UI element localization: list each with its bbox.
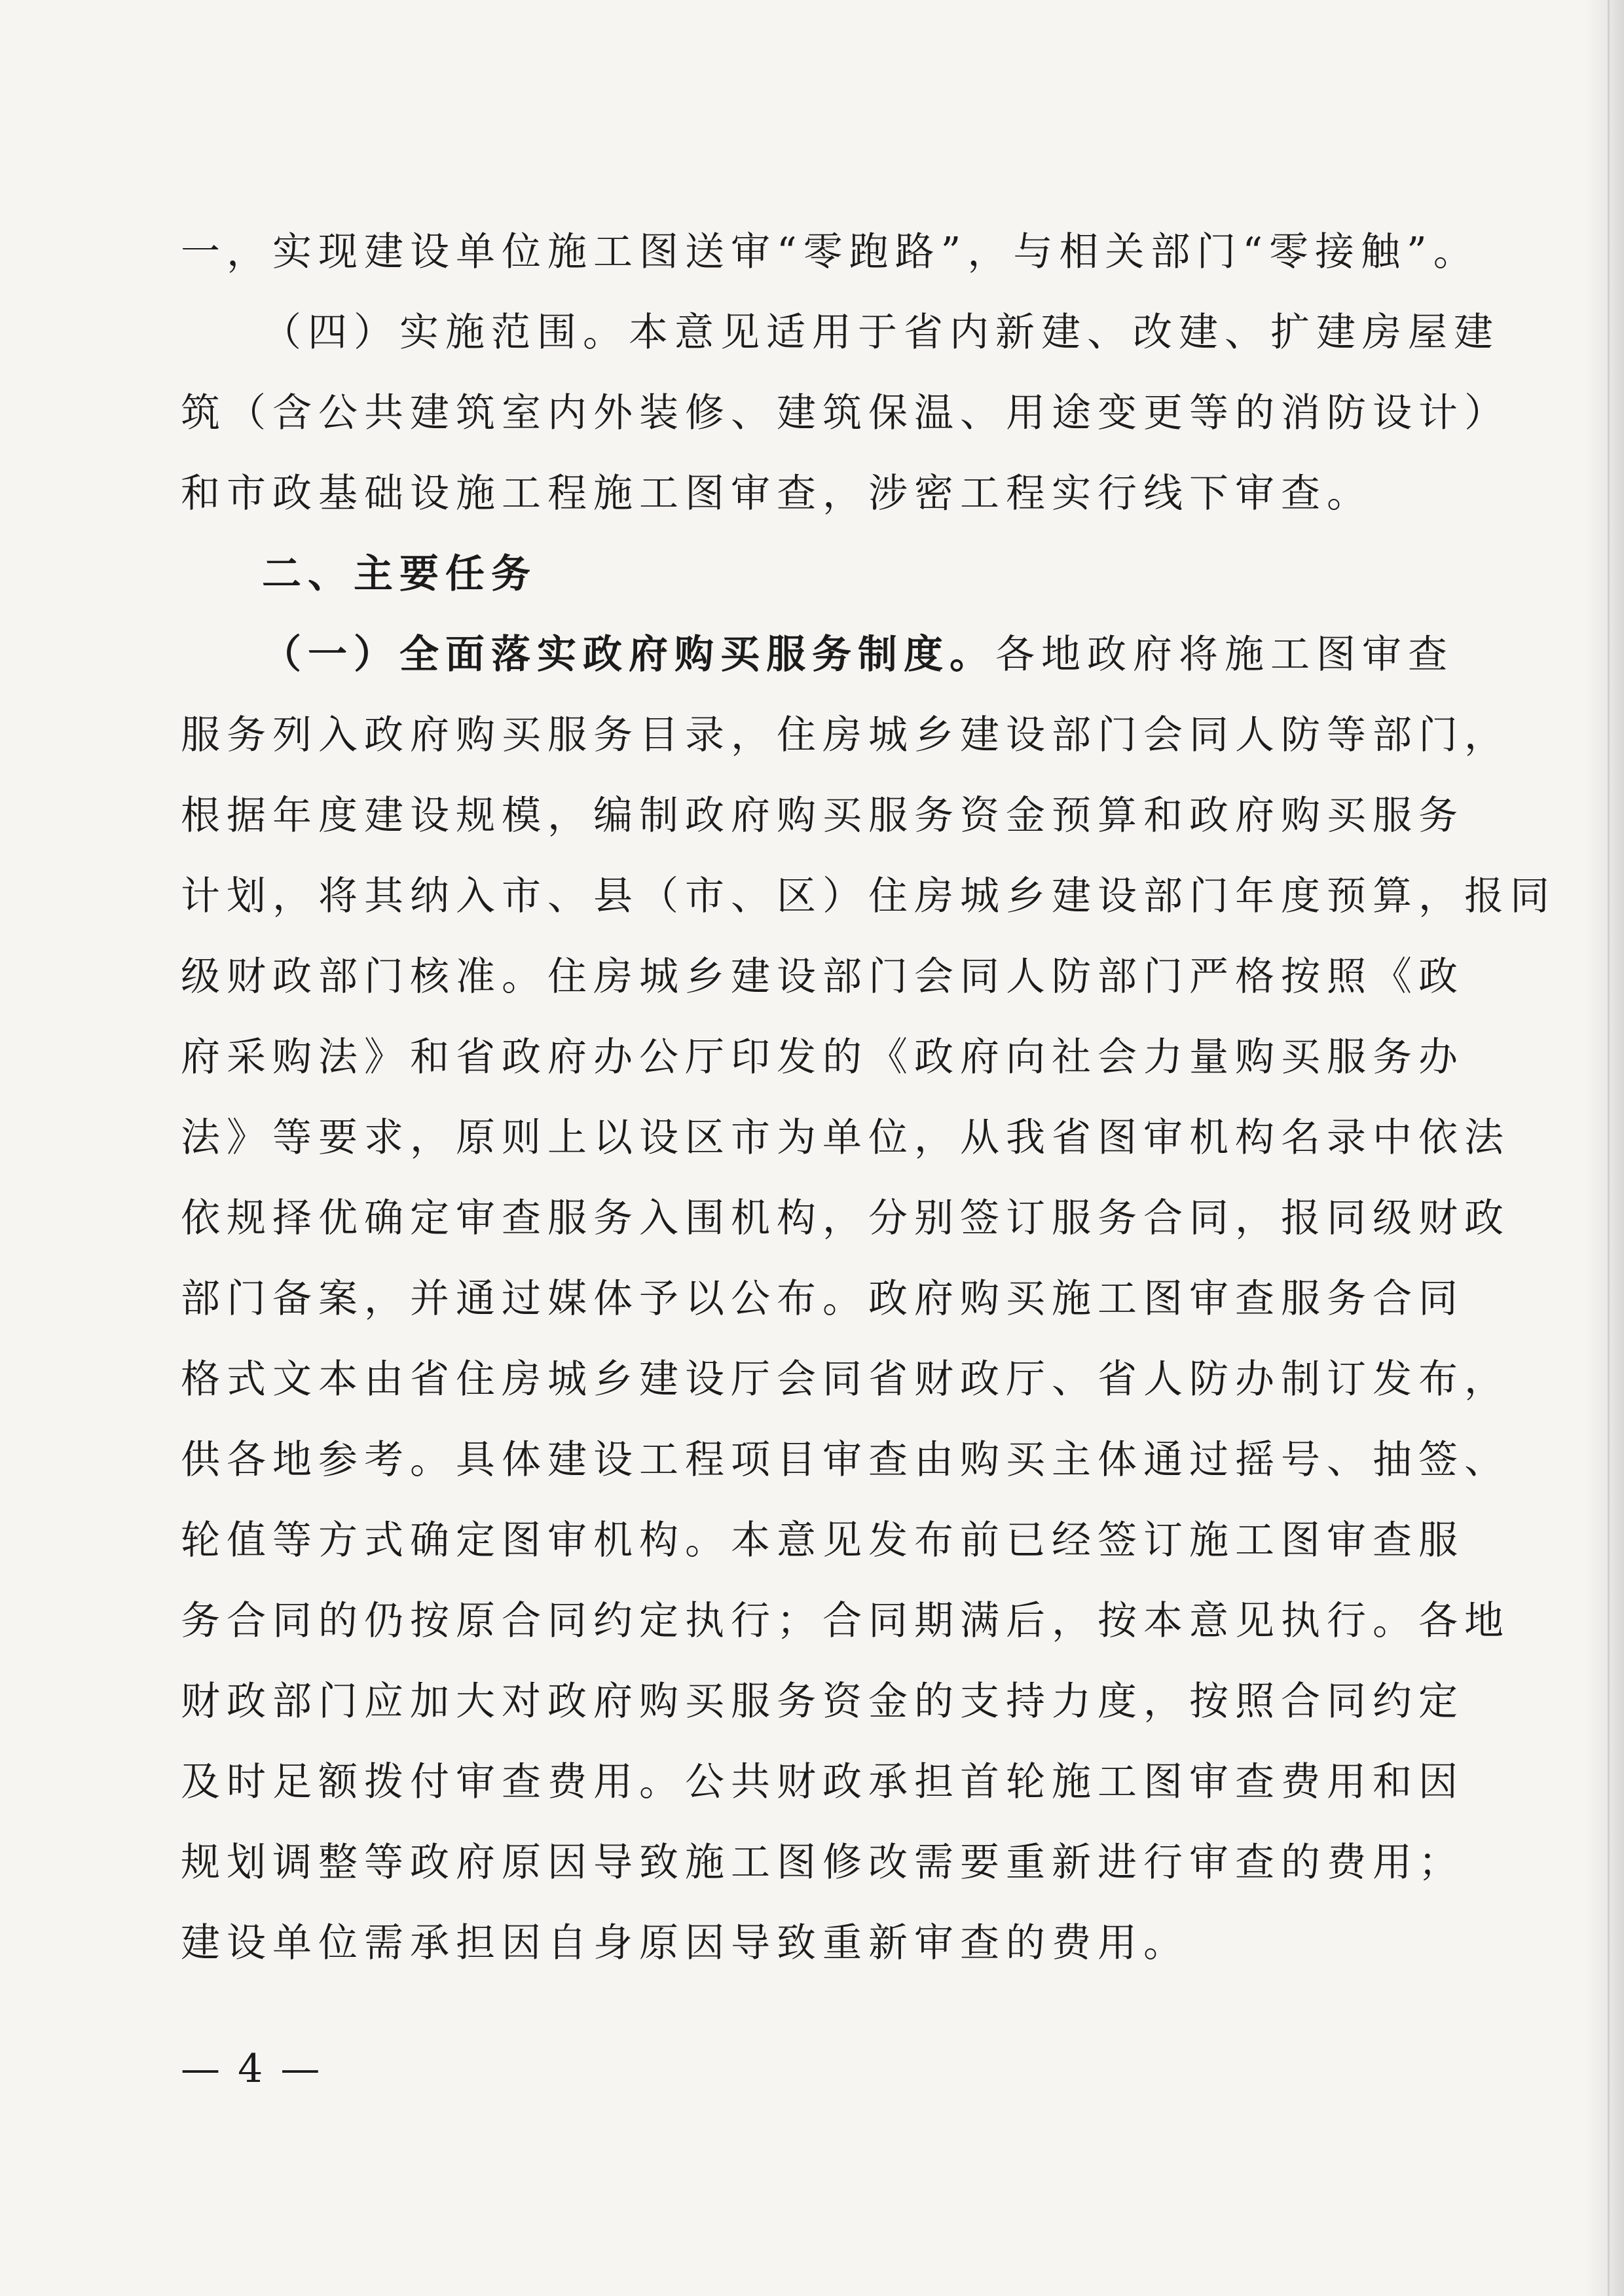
text-line-13: 依规择优确定审查服务入围机构，分别签订服务合同，报同级财政 bbox=[181, 1195, 1510, 1241]
text-line-15: 格式文本由省住房城乡建设厅会同省财政厅、省人防办制订发布， bbox=[181, 1357, 1510, 1402]
text-line-3: 筑（含公共建筑室内外装修、建筑保温、用途变更等的消防设计） bbox=[181, 390, 1510, 436]
text-line-6-rest: 各地政府将施工图审查 bbox=[995, 632, 1454, 678]
text-line-9: 计划，将其纳入市、县（市、区）住房城乡建设部门年度预算，报同 bbox=[181, 873, 1556, 919]
text-line-14: 部门备案，并通过媒体予以公布。政府购买施工图审查服务合同 bbox=[181, 1276, 1464, 1322]
text-line-8: 根据年度建设规模，编制政府购买服务资金预算和政府购买服务 bbox=[181, 793, 1464, 839]
text-line-2: （四）实施范围。本意见适用于省内新建、改建、扩建房屋建 bbox=[262, 310, 1500, 355]
text-line-10: 级财政部门核准。住房城乡建设部门会同人防部门严格按照《政 bbox=[181, 954, 1464, 1000]
text-line-1: 一，实现建设单位施工图送审“零跑路”，与相关部门“零接触”。 bbox=[181, 229, 1479, 275]
text-line-17: 轮值等方式确定图审机构。本意见发布前已经签订施工图审查服 bbox=[181, 1518, 1464, 1563]
text-line-18: 务合同的仍按原合同约定执行；合同期满后，按本意见执行。各地 bbox=[181, 1598, 1510, 1644]
text-line-21: 规划调整等政府原因导致施工图修改需要重新进行审查的费用； bbox=[181, 1840, 1464, 1886]
subheading-government-procurement: （一）全面落实政府购买服务制度。 bbox=[262, 632, 995, 678]
text-line-7: 服务列入政府购买服务目录，住房城乡建设部门会同人防等部门， bbox=[181, 712, 1510, 758]
text-line-22: 建设单位需承担因自身原因导致重新审查的费用。 bbox=[181, 1920, 1189, 1966]
text-line-12: 法》等要求，原则上以设区市为单位，从我省图审机构名录中依法 bbox=[181, 1115, 1510, 1161]
page-edge-line bbox=[1608, 0, 1610, 2296]
page-edge-shadow bbox=[1585, 0, 1624, 2296]
text-line-19: 财政部门应加大对政府购买服务资金的支持力度，按照合同约定 bbox=[181, 1679, 1464, 1724]
page-number: — 4 — bbox=[181, 2046, 323, 2092]
text-line-4: 和市政基础设施工程施工图审查，涉密工程实行线下审查。 bbox=[181, 471, 1373, 517]
text-line-20: 及时足额拨付审查费用。公共财政承担首轮施工图审查费用和因 bbox=[181, 1759, 1464, 1805]
text-line-11: 府采购法》和省政府办公厅印发的《政府向社会力量购买服务办 bbox=[181, 1034, 1464, 1080]
text-line-16: 供各地参考。具体建设工程项目审查由购买主体通过摇号、抽签、 bbox=[181, 1437, 1510, 1483]
section-heading-main-tasks: 二、主要任务 bbox=[262, 551, 537, 597]
text-line-6 bbox=[262, 615, 1454, 694]
